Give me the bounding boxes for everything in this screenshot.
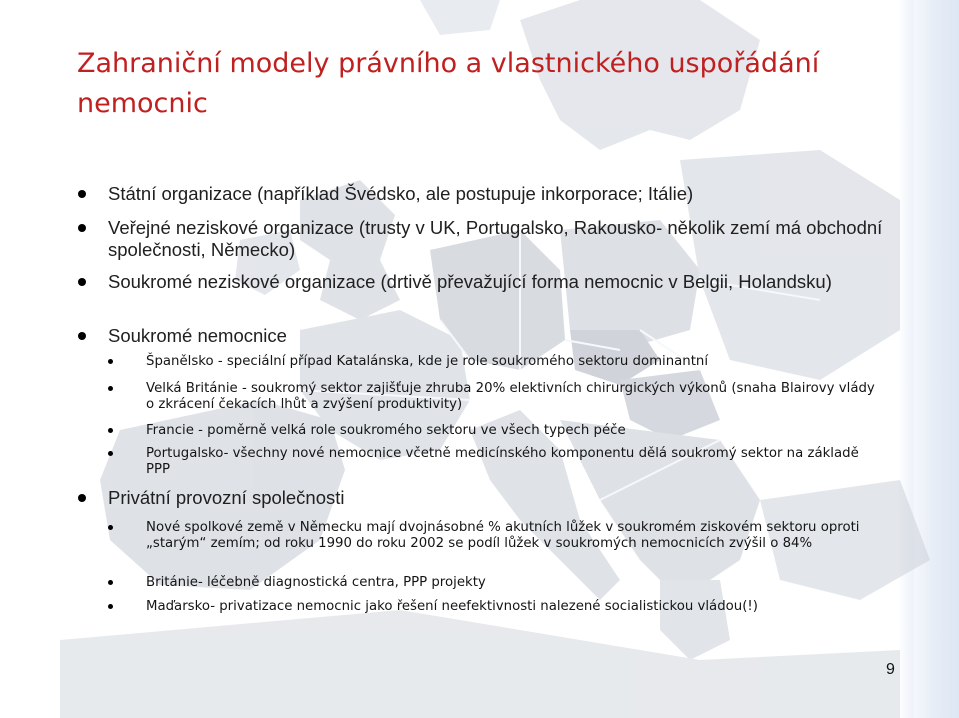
- bullet-dot-icon: [78, 278, 86, 286]
- sub-bullet-text: Británie- léčebně diagnostická centra, PPP projekty: [146, 575, 486, 590]
- sub-bullet-item: [146, 381, 886, 413]
- sub-bullet-dot-icon: [108, 359, 113, 364]
- sub-bullet-item: [146, 423, 886, 439]
- bullet-dot-icon: [78, 190, 86, 198]
- sub-bullet-item: [146, 599, 886, 615]
- bullet-item: [108, 271, 898, 293]
- bullet-dot-icon: [78, 494, 86, 502]
- sub-bullet-text: Španělsko - speciální případ Katalánska, kde je role soukromého sektoru dominantní: [146, 354, 709, 369]
- sub-bullet-dot-icon: [108, 386, 113, 391]
- sub-bullet-item: [146, 575, 886, 591]
- page-number: 9: [886, 661, 895, 678]
- bullet-item: [108, 325, 898, 347]
- map-region-greece: [660, 580, 730, 660]
- sub-bullet-text: Portugalsko- všechny nové nemocnice včetně medicínského komponentu dělá soukromý sektor na základě PPP: [146, 446, 859, 477]
- bullet-item: [108, 183, 898, 205]
- bullet-text: Veřejné neziskové organizace (trusty v UK, Portugalsko, Rakousko- několik zemí má obchodní společnosti, Německo): [108, 217, 883, 260]
- bullet-dot-icon: [78, 224, 86, 232]
- sub-bullet-dot-icon: [108, 451, 113, 456]
- sub-bullet-item: [146, 446, 886, 478]
- bullet-text: Soukromé nemocnice: [108, 325, 287, 346]
- map-region-north: [420, 0, 500, 35]
- sub-bullet-item: [146, 520, 886, 552]
- bullet-text: Státní organizace (například Švédsko, ale postupuje inkorporace; Itálie): [108, 183, 694, 204]
- sub-bullet-dot-icon: [108, 580, 113, 585]
- sub-bullet-text: Maďarsko- privatizace nemocnic jako řešení neefektivnosti nalezené socialistickou vládou(!): [146, 599, 758, 614]
- bullet-text: Privátní provozní společnosti: [108, 487, 345, 508]
- slide-title: Zahraniční modely právního a vlastnického uspořádání nemocnic: [77, 48, 820, 119]
- sub-bullet-dot-icon: [108, 525, 113, 530]
- sub-bullet-dot-icon: [108, 604, 113, 609]
- bullet-item: [108, 487, 898, 509]
- sub-bullet-dot-icon: [108, 428, 113, 433]
- sub-bullet-text: Francie - poměrně velká role soukromého sektoru ve všech typech péče: [146, 423, 626, 438]
- sub-bullet-text: Velká Británie - soukromý sektor zajišťuje zhruba 20% elektivních chirurgických výkonů (snaha Blairovy vlády o zkrácení čekacích lhůt a zvýšení produktivity): [146, 381, 875, 412]
- sub-bullet-text: Nové spolkové země v Německu mají dvojnásobné % akutních lůžek v soukromém ziskovém sektoru oproti „starým“ zemím; od roku 1990 do roku 2002 se podíl lůžek v soukromých nemocnicích zvýšil o 84%: [146, 520, 860, 551]
- bullet-text: Soukromé neziskové organizace (drtivě převažující forma nemocnic v Belgii, Holandsku): [108, 271, 832, 292]
- bullet-item: [108, 217, 898, 261]
- bullet-dot-icon: [78, 332, 86, 340]
- map-region-africa: [60, 610, 900, 718]
- sub-bullet-item: [146, 354, 886, 370]
